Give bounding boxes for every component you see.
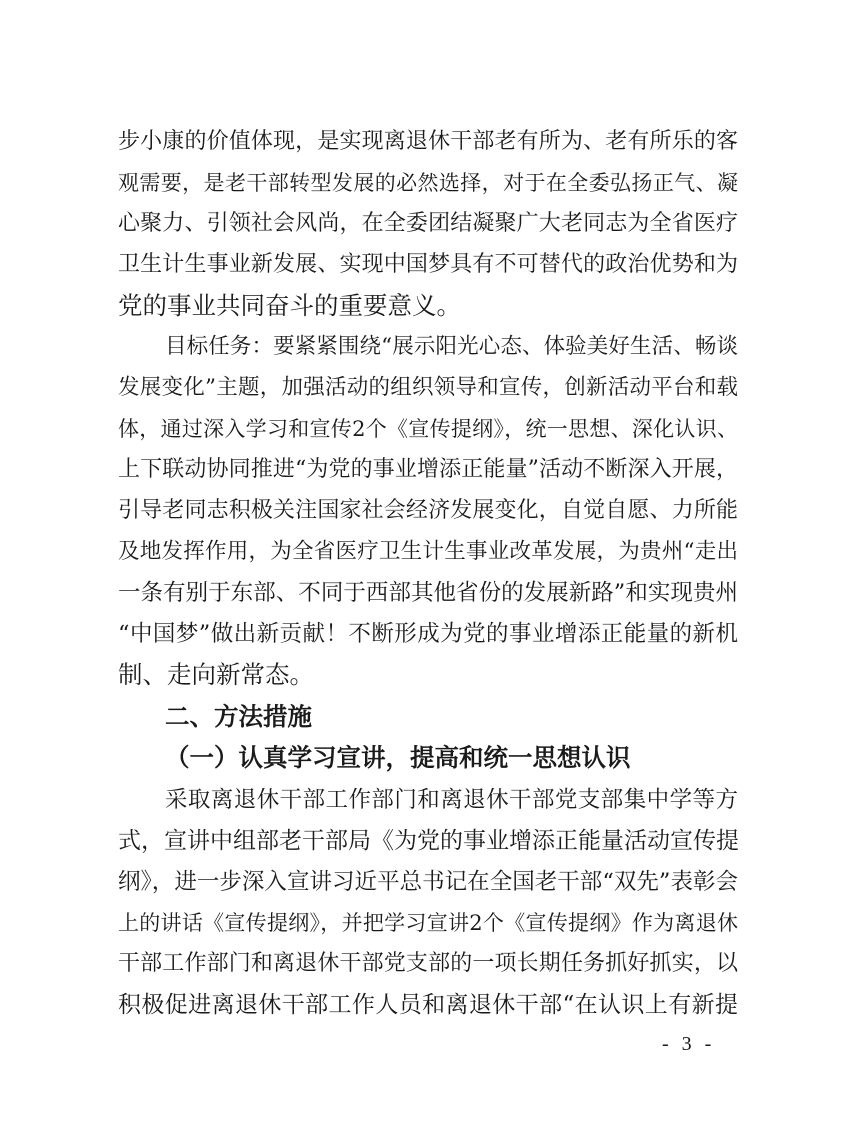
text-line: 步小康的价值体现，是实现离退休干部老有所为、老有所乐的客 — [118, 129, 738, 154]
text-line: “中国梦”做出新贡献！不断形成为党的事业增添正能量的新机 — [118, 621, 738, 647]
page-number: - 3 - — [662, 1033, 716, 1055]
text-line: 党的事业共同奋斗的重要意义。 — [118, 291, 461, 320]
text-line: 引导老同志积极关注国家社会经济发展变化，自觉自愿、力所能 — [118, 498, 738, 523]
text-line: 心聚力、引领社会风尚，在全委团结凝聚广大老同志为全省医疗 — [118, 211, 738, 236]
text-line: 式，宣讲中组部老干部局《为党的事业增添正能量活动宣传提 — [118, 828, 739, 854]
text-line: 积极促进离退休干部工作人员和离退休干部“在认识上有新提 — [118, 992, 738, 1018]
text-line: 卫生计生事业新发展、实现中国梦具有不可替代的政治优势和为 — [118, 252, 738, 277]
section-heading: 二、方法措施 — [165, 702, 312, 731]
text-line: 目标任务：要紧紧围绕“展示阳光心态、体验美好生活、畅谈 — [165, 334, 738, 359]
subsection-heading: （一）认真学习宣讲，提高和统一思想认识 — [165, 743, 631, 772]
text-line: 采取离退休干部工作部门和离退休干部党支部集中学等方 — [165, 787, 738, 813]
text-line: 上下联动协同推进“为党的事业增添正能量”活动不断深入开展， — [118, 457, 738, 482]
text-line: 体，通过深入学习和宣传2个《宣传提纲》，统一思想、深化认识、 — [118, 417, 738, 441]
text-line: 及地发挥作用，为全省医疗卫生计生事业改革发展，为贵州“走出 — [118, 539, 738, 564]
text-line: 干部工作部门和离退休干部党支部的一项长期任务抓好抓实，以 — [118, 951, 738, 976]
text-line: 纲》，进一步深入宣讲习近平总书记在全国老干部“双先”表彰会 — [118, 869, 738, 895]
text-line: 一条有别于东部、不同于西部其他省份的发展新路”和实现贵州 — [118, 580, 738, 606]
text-line: 观需要，是老干部转型发展的必然选择，对于在全委弘扬正气、凝 — [118, 171, 738, 195]
text-line: 制、走向新常态。 — [118, 660, 314, 689]
text-line: 发展变化”主题，加强活动的组织领导和宣传，创新活动平台和载 — [118, 375, 738, 400]
text-line: 上的讲话《宣传提纲》，并把学习宣讲2个《宣传提纲》作为离退休 — [118, 911, 738, 935]
